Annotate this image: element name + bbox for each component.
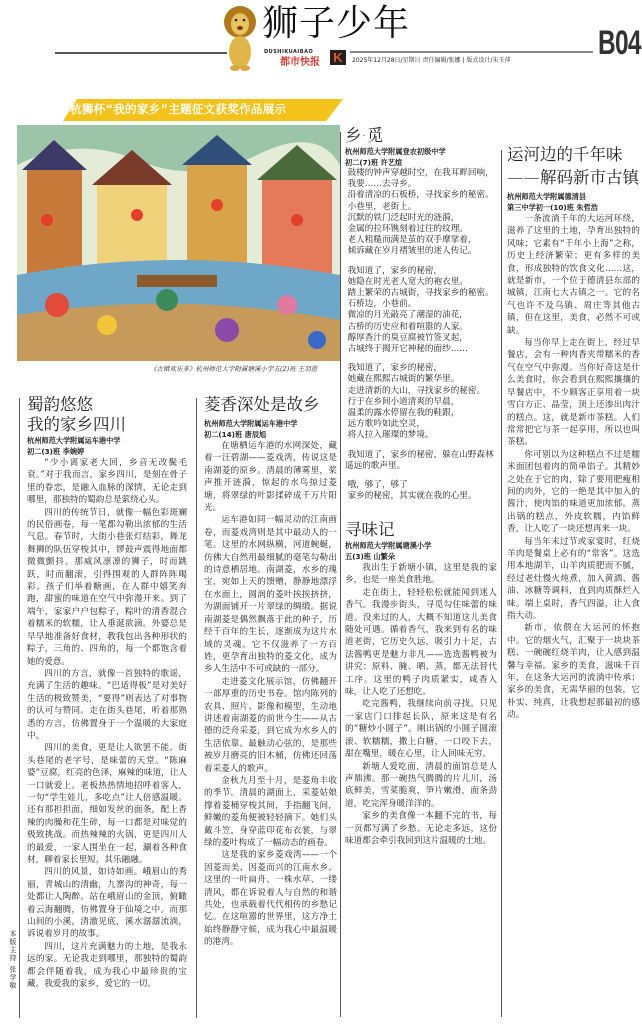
paragraph: 新市，依偎在大运河的怀抱中。它的烟火气，汇聚于一块块茶糕、一碗碗红烧羊肉，让人感到温馨与幸福。家乡的美食，滋味千百年，在这条大运河的流淌中传承；家乡的美食，无需华丽的包装，它朴实、纯真，让我想起那最初的感动。 bbox=[507, 623, 640, 721]
poem-line: 家乡的秘密，其实就在我的心里。 bbox=[347, 491, 477, 502]
column-divider bbox=[501, 150, 502, 1017]
author-class: 五(3)班 山繁朵 bbox=[345, 552, 396, 561]
article-subtitle: 我的家乡四川 bbox=[27, 415, 126, 434]
poem-line: 我要……去寻乡。 bbox=[347, 179, 417, 190]
poem-line: 沿着清凉的石板桥，寻找家乡的秘密。 bbox=[347, 190, 494, 201]
poem-line: 鼓楼的钟声穿越时空，在我耳畔回响， bbox=[347, 168, 494, 178]
paragraph: 金秋九月至十月，是菱角丰收的季节。清晨的湖面上，采菱姑娘撑着菱桶穿梭其间，手指翻飞间，鲜嫩的菱角便被轻轻摘下。她们头戴斗笠，身穿蓝印花布衣裳，与翠绿的菱叶构成了一幅动态的画卷。 bbox=[204, 775, 337, 848]
article-xinshi bbox=[507, 145, 640, 722]
poem-line: 老人粗糙而满是茧的双手摩挲着， bbox=[347, 235, 477, 246]
paragraph: 每当年末过节或家宴时，红烧羊肉是餐桌上必有的“常客”。这选用本地湖羊，山羊肉质肥而不腻，经过老灶慢火炖煮，加入黄酒、酱油、冰糖等调料，直到肉质酥烂入味。端上桌时，香气四溢，让人食指大动。 bbox=[507, 536, 640, 621]
article-subtitle: ——解码新市古镇 bbox=[507, 168, 639, 187]
paragraph: 四川的方言，就像一首独特的歌谣，充满了生活的趣味。“巴适得板”是对美好生活的极致赞美，“要得”则表达了对事物的认可与赞同。走在街头巷尾，听着那熟悉的方言，仿佛置身于一个温暖的大家庭中。 bbox=[27, 668, 187, 741]
poem-line: 石桥边，小巷前。 bbox=[347, 299, 417, 310]
masthead-title: 狮子少年 bbox=[262, 3, 411, 44]
poem-line: 远方歌吟如此空灵， bbox=[347, 419, 425, 430]
article-body bbox=[204, 440, 337, 949]
lion-mascot-logo bbox=[222, 4, 258, 72]
paragraph: 走进菱文化展示馆，仿佛翻开一部厚重的历史书卷。馆内陈列的农具、照片、影像和模型，生动地讲述着南湖菱的前世今生——从古德的泛舟采菱，到它成为水乡人的生活依靠。最触动心弦的，是那些被岁月磨亮的旧木桶，仿佛还回荡着采菱人的歌声。 bbox=[204, 676, 337, 774]
paragraph: 四川的传统节日，就像一幅色彩斑斓的民俗画卷，每一笔都勾勒出浓郁的生活气息。春节时，大街小巷张灯结彩，舞龙舞狮的队伍穿梭其中，锣鼓声震得地面都微微颤抖。那威风凛凛的狮子，时而跳跃，时而翻滚，引得围观的人群阵阵喝彩。孩子们举着糖画，在人群中嬉笑奔跑，甜蜜的味道在空气中弥漫开来。到了端午，家家户户包粽子，粽叶的清香混合着糯米的软糯，让人垂涎欲滴。外婆总是早早地准备好食材，教我包出各种形状的粽子，三角的、四角的，每一个都饱含着她的爱意。 bbox=[27, 507, 187, 667]
paragraph: 每当你早上走在街上，经过早餐店，会有一种肉香夹带糯米的香气在空气中弥漫。当你好奇这是什么美食时，你会看到在熙熙攘攘的早餐店中，不少顾客正享用着一块雪白方正、晶莹，顶上还渗出肉汁的糕点。这，就是新市茶糕。人们常常把它与茶一起享用，所以也叫茶糕。 bbox=[507, 338, 640, 448]
poem-line: 我知道了，家乡的秘密，躲在山野森林遥远的歌声里。 bbox=[345, 449, 494, 471]
author-school: 杭州师范大学附属运车港中学 bbox=[27, 436, 121, 445]
article-title: 菱香深处是故乡 bbox=[204, 395, 320, 414]
author-class: 初二(3)班 李婉婷 bbox=[27, 447, 85, 456]
author-school: 杭州师范大学附属塘溪小学 bbox=[345, 541, 432, 550]
paragraph: “少小离家老大回，乡音无改鬓毛衰。”对于我而言，家乡四川，是刻在骨子里的眷恋，是融入血脉的深情，无论走到哪里，那独特的蜀韵总是萦绕心头。 bbox=[27, 458, 187, 506]
poem-line: 温柔的露水停留在我的鞋跟， bbox=[347, 408, 460, 419]
paragraph: 走在街上，轻轻松松就能闻到迷人香气。我漫步街头，寻觅勾住味蕾的味道。没来过的人，大概不知道这儿美食随处可遇。循着香气，我来到有名的味道老街，它历史久远，吸引力十足，古法酱鸭更是魅力非凡——选选酱鸭被为讲究：原料、腌、晒、蒸，都无法替代工序。这里的鸭子肉质紧实，咸香入味，让人吃了还想吃。 bbox=[345, 587, 497, 698]
author-class: 初二(14)班 唐辰旭 bbox=[204, 430, 267, 439]
poem-line: 我知道了，家乡的秘密， bbox=[347, 363, 443, 374]
article-lingxiang bbox=[204, 395, 337, 949]
paragraph: 一条流淌千年的大运河环绕，滋养了这里的土地，孕育出独特的风味；它素有“千年小上海”之称，历史上经济繁荣；更有多样的美食，形成独特的饮食文化……这，就是新市，一个位于德清县东部的城镇，江南七大古镇之一。它的名气也许不及乌镇、周庄等其他古镇，但在这里，美食，必然不可或缺。 bbox=[507, 214, 640, 336]
poem-line: 她隐在时光老人宽大的袍衣里。 bbox=[347, 276, 468, 287]
author-school: 杭州师范大学附属德清县 bbox=[507, 192, 587, 201]
poem-line: 将人拉入璀璨的梦境。 bbox=[347, 430, 434, 441]
paragraph: 四川的风景，如诗如画。峨眉山的秀丽，青城山的清幽，九寨沟的神奇，每一处都让人陶醉。站在峨眉山的金顶，俯瞰着云海翻腾，仿佛置身于仙境之中。而那山间的小溪，清澈见底，溪水潺潺流淌，诉说着岁月的故事。 bbox=[27, 867, 187, 940]
article-title: 蜀韵悠悠 bbox=[27, 395, 93, 414]
paragraph: 我出生于新塘小镇，这里是我的家乡，也是一座美食胜地。 bbox=[345, 563, 497, 586]
paragraph: 吃完酱鸭，我继续向前寻找。只见一家店门口排起长队，原来这是有名的“糖炒小圆子”。刚出锅的小圆子圆滚滚、软糯糯，撒上白糖，一口咬下去，甜在嘴里，暖在心里，让人回味无穷。 bbox=[345, 699, 497, 760]
author-school: 杭州师范大学附属运车港中学 bbox=[204, 419, 298, 428]
article-sichuan bbox=[27, 395, 187, 990]
poem-line: 古桥的历史应和着喧嚣的人家。 bbox=[347, 321, 468, 332]
poem-line: 微凉的月光敲亮了潮湿的油花， bbox=[347, 310, 468, 321]
column-divider bbox=[196, 398, 197, 1018]
paragraph: 在塘栖运车港的水网深处，藏着一汪碧湖——菱戏湾，传说这是南湖菱的原乡。清晨的薄雾里，桨声推开涟漪，惊起的水鸟掠过菱塘，将翠绿的叶影揉碎成千万片阳光。 bbox=[204, 441, 337, 514]
paragraph: 运车港如同一幅灵动的江南画卷，而菱戏湾则是其中最动人的一笔。这里的水网纵横，河道蜿蜒，仿佛大自然用最细腻的毫笔勾勒出的诗意栖居地。南湖菱，水乡的瑰宝，宛如上天的馈赠，静静地漂浮在水面上，圆润的菱叶挨挨挤挤，为湖面铺开一片翠绿的绸缎。据说南湖菱是偶然飘落于此的种子，历经千百年的生长，逐渐成为这片水域的灵魂。它不仅滋养了一方百姓，更孕育出独特的菱文化，成为乡人生活中不可或缺的一部分。 bbox=[204, 515, 337, 675]
poem-body bbox=[345, 168, 497, 502]
column-divider bbox=[19, 398, 20, 1018]
poem-line: 行于在乡间小道清爽的早晨， bbox=[347, 396, 460, 407]
page-number: B04 bbox=[598, 24, 641, 62]
article-title: 运河边的千年味 bbox=[507, 145, 623, 164]
article-xiangmi bbox=[345, 126, 497, 502]
children-painting-image bbox=[17, 125, 340, 361]
poem-line: 哦，够了，够了 bbox=[347, 480, 408, 491]
article-body bbox=[345, 562, 497, 847]
poem-line: 古城终于揭开它神秘的面纱…… bbox=[347, 344, 468, 355]
poem-line: 我知道了，家乡的秘密， bbox=[347, 265, 443, 276]
author-school: 杭州师范大学附属登农初级中学 bbox=[345, 147, 446, 156]
paragraph: 这是我的家乡菱戏湾——一个因菱而美、因菱而兴的江南水乡。这里的一叶扁舟、一株水草、一缕清风，都在诉说着人与自然的和谐共处，也承载着代代相传的乡愁记忆。在这喧嚣的世界里，这方净土始终静静守候，成为我心中最温暖的港湾。 bbox=[204, 850, 337, 948]
poem-line: 金属的拉环镌刻着过往的纹理。 bbox=[347, 224, 468, 235]
author-class: 第三中学初一(10)班 朱哲浩 bbox=[507, 203, 598, 212]
paragraph: 四川，这片充满魅力的土地，是我永远的家。无论我走到哪里，那独特的蜀韵都会伴随着我，成为我心中最珍贵的宝藏。我爱我的家乡，爱它的一切。 bbox=[27, 941, 187, 990]
author-class: 初二(7)班 许艺煊 bbox=[345, 158, 403, 167]
article-title: 乡·觅 bbox=[345, 126, 384, 145]
article-body bbox=[27, 457, 187, 990]
paragraph: 新塘人爱吃面，清晨的面馆总是人声鼎沸。那一碗热气腾腾的片儿川，汤底鲜美，雪菜脆爽，笋片嫩滑，面条劲道，吃完浑身暖洋洋的。 bbox=[345, 761, 497, 809]
poem-line: 醇厚香汁的臭豆腐被竹签叉起， bbox=[347, 332, 468, 343]
painting-caption: 《古镇欢乐多》杭州师范大学附属塘溪小学五(2)班 王羽恩 bbox=[150, 365, 318, 373]
paragraph: 四川的美食，更是让人欲罢不能。街头巷尾的老字号，是味蕾的天堂。“陈麻婆”豆腐，红亮的色泽，麻辣的味道，让人一口就爱上。老板热热情地招呼着客人，一句“学生娃儿，多吃点”让人倍感温暖。还有那担担面，细如发丝的面条，配上香辣的肉臊和花生碎，每一口都是对味觉的极致挑战。而热辣辣的火锅，更是四川人的最爱，一家人围坐在一起，涮着各种食材，聊着家长里短，其乐融融。 bbox=[27, 743, 187, 865]
editor-credit: 本版主持 张学敏 bbox=[9, 930, 17, 990]
dateline: 2025年12月28日/星期日 责任编辑/张娜 | 版式设计/朱玉萍 bbox=[352, 57, 511, 64]
poem-line: 踏上繁荣的古城街，寻找家乡的秘密。 bbox=[347, 288, 494, 299]
paragraph: 你可别以为这种糕点不过是糯米面团包着肉的简单馅子。其精妙之处在于它的肉，除了要用肥瘦相间的肉外，它的一绝是其中加入的酱汁，使肉馅的味道更加浓郁。蒸出锅的糕点，外皮软糯，内馅鲜香，让人吃了一块还想再来一块。 bbox=[507, 449, 640, 535]
article-body bbox=[507, 213, 640, 722]
poem-line: 沉默的铁门泛起时光的涟漪， bbox=[347, 212, 460, 223]
header-rule bbox=[350, 51, 593, 53]
header-rule bbox=[55, 52, 227, 54]
brand-name: 都市快报 bbox=[280, 57, 320, 68]
poem-line: 她藏在熙熙古城街的繁华里。 bbox=[347, 374, 460, 385]
paragraph: 家乡的美食像一本翻不完的书，每一页都写满了乡愁。无论走多远，这份味道都会牵引我回到这片温暖的土地。 bbox=[345, 811, 497, 846]
poem-line: 走进清新的大山，寻找家乡的秘密。 bbox=[347, 385, 486, 396]
section-banner-text: 杭狮杯“我的家乡”主题征文获奖作品展示 bbox=[70, 102, 287, 116]
poem-line: 倾诉藏在岁月褶皱里的迷人传记。 bbox=[347, 246, 477, 257]
column-divider bbox=[340, 132, 341, 1017]
article-xunweiji bbox=[345, 520, 497, 847]
poem-line: 小巷里，老街上。 bbox=[347, 201, 417, 212]
article-title: 寻味记 bbox=[345, 520, 395, 539]
brand-pinyin: DUSHIKUAIBAO bbox=[264, 49, 314, 55]
k-logo-icon: K bbox=[330, 50, 346, 65]
